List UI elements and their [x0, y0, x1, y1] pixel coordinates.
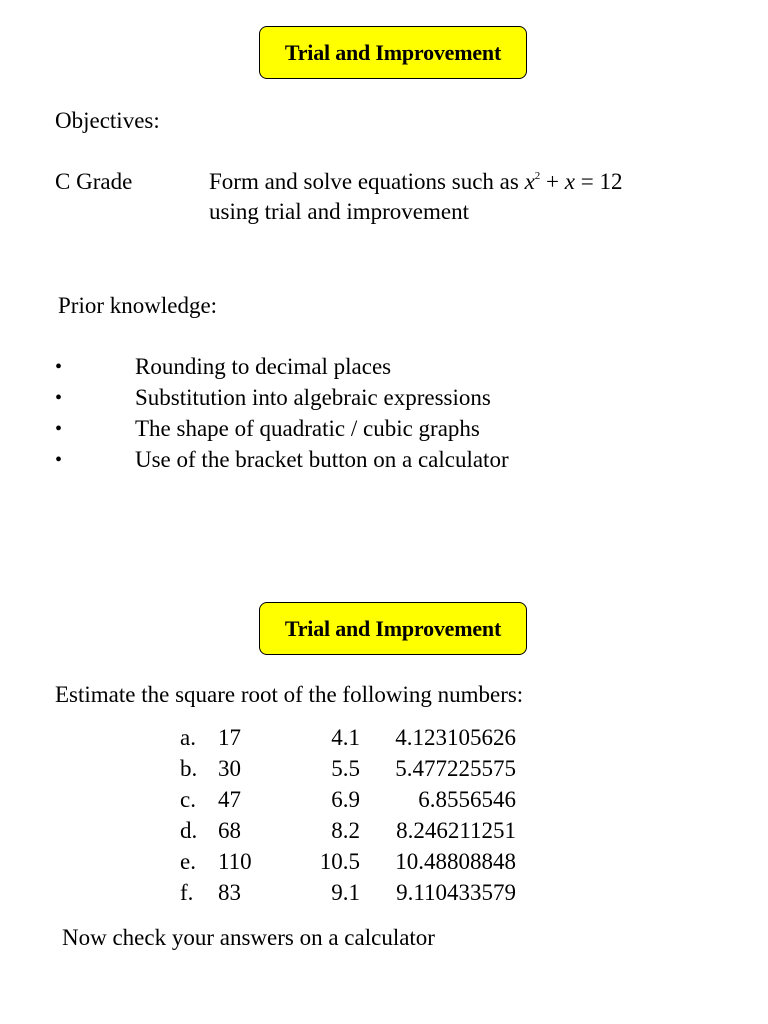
row-actual: 10.48808848: [395, 849, 516, 874]
grade-desc-text: Form and solve equations such as: [209, 169, 525, 194]
row-number: 17: [218, 725, 241, 750]
row-number: 68: [218, 818, 241, 843]
row-number: 30: [218, 756, 241, 781]
equation-exponent: 2: [534, 170, 541, 182]
row-estimate: 4.1: [331, 725, 360, 750]
row-number: 47: [218, 787, 241, 812]
equation-variable: x: [564, 169, 575, 194]
grade-desc-line2: using trial and improvement: [209, 199, 469, 224]
closing-text: Now check your answers on a calculator: [62, 925, 435, 950]
instruction-text: Estimate the square root of the following numbers:: [55, 682, 524, 707]
row-letter: f.: [180, 880, 194, 905]
row-actual: 8.246211251: [396, 818, 516, 843]
list-item-text: The shape of quadratic / cubic graphs: [135, 416, 480, 441]
row-number: 110: [218, 849, 252, 874]
bullet-icon: •: [55, 449, 63, 471]
row-letter: a.: [180, 725, 196, 750]
equation-variable: x: [524, 169, 535, 194]
row-letter: b.: [180, 756, 198, 781]
bullet-icon: •: [55, 387, 63, 409]
row-letter: d.: [180, 818, 198, 843]
bullet-icon: •: [55, 418, 63, 440]
bullet-icon: •: [55, 356, 63, 378]
row-actual: 9.110433579: [396, 880, 516, 905]
prior-knowledge-heading: Prior knowledge:: [58, 293, 218, 318]
objectives-heading: Objectives:: [55, 108, 160, 133]
row-actual: 6.8556546: [418, 787, 516, 812]
row-actual: 4.123105626: [395, 725, 516, 750]
list-item-text: Rounding to decimal places: [135, 354, 392, 379]
grade-description: [209, 167, 622, 227]
row-actual: 5.477225575: [395, 756, 516, 781]
row-estimate: 6.9: [331, 787, 360, 812]
row-letter: e.: [180, 849, 196, 874]
list-item-text: Substitution into algebraic expressions: [135, 385, 491, 410]
list-item-text: Use of the bracket button on a calculator: [135, 447, 509, 472]
grade-label: C Grade: [55, 169, 133, 194]
equation-result: = 12: [575, 169, 623, 194]
slide-title: Trial and Improvement: [259, 26, 527, 79]
row-estimate: 5.5: [331, 756, 360, 781]
row-estimate: 9.1: [331, 880, 360, 905]
row-letter: c.: [180, 787, 196, 812]
equation-operator: +: [540, 169, 565, 194]
slide-square-roots: [0, 512, 768, 1024]
slide-title: Trial and Improvement: [259, 602, 527, 655]
row-estimate: 10.5: [319, 849, 360, 874]
row-estimate: 8.2: [331, 818, 360, 843]
row-number: 83: [218, 880, 241, 905]
